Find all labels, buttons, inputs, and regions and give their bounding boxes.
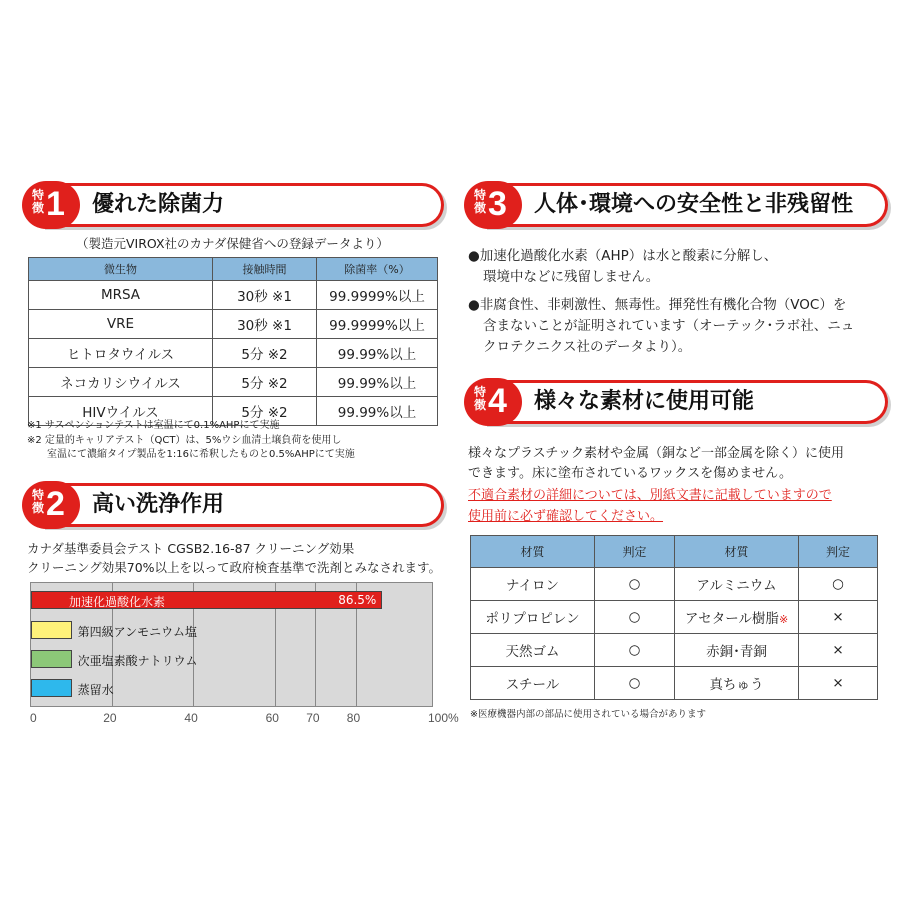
contact-time: 30秒 ※1 bbox=[213, 310, 317, 339]
chart-category-label: 加速化過酸化水素 bbox=[69, 595, 166, 609]
section1-source: （製造元VIROX社のカナダ保健省への登録データより） bbox=[76, 236, 389, 251]
section3-bullet-2c: クロテクニクス社のデータより）。 bbox=[483, 339, 692, 355]
material-name-cell bbox=[675, 568, 799, 601]
feature-2-header bbox=[22, 483, 444, 529]
feature-1-toku: 特徴 bbox=[31, 188, 44, 215]
chart-bar bbox=[31, 650, 72, 668]
section4-warning-2: 使用前に必ず確認してください。 bbox=[468, 509, 664, 524]
feature-3-header bbox=[464, 183, 888, 229]
kill-rate: 99.9999%以上 bbox=[317, 281, 438, 310]
microbe-header: 微生物 bbox=[29, 258, 213, 281]
section2-line-2: クリーニング効果70%以上を以って政府検査基準で洗剤とみなされます。 bbox=[27, 560, 442, 575]
chart-tick-label: 100% bbox=[428, 711, 459, 725]
feature-3-badge bbox=[464, 181, 522, 229]
chart-category-label: 第四級アンモニウム塩 bbox=[77, 625, 197, 639]
judgment-mark: × bbox=[799, 667, 878, 700]
section3-bullet-1b: 環境中などに残留しません。 bbox=[483, 269, 660, 285]
section4-footnote: ※医療機器内部の部品に使用されている場合があります bbox=[470, 709, 706, 720]
table-row bbox=[471, 667, 878, 700]
cleaning-effect-chart bbox=[30, 582, 433, 707]
material-name: ナイロン bbox=[471, 568, 595, 601]
material-name: 赤銅･青銅 bbox=[706, 644, 767, 660]
material-name: スチール bbox=[471, 667, 595, 700]
judgment-header: 判定 bbox=[799, 536, 878, 568]
kill-rate: 99.9999%以上 bbox=[317, 310, 438, 339]
judgment-mark: ○ bbox=[595, 568, 675, 601]
chart-tick-label: 20 bbox=[103, 711, 117, 725]
table-row bbox=[471, 634, 878, 667]
material-name: ポリプロピレン bbox=[471, 601, 595, 634]
table-row bbox=[471, 568, 878, 601]
chart-tick-label: 0 bbox=[30, 711, 37, 725]
kill-rate-header: 除菌率（%） bbox=[317, 258, 438, 281]
material-name: アルミニウム bbox=[696, 578, 777, 594]
microbe-table bbox=[28, 257, 438, 426]
material-name-cell bbox=[675, 667, 799, 700]
section1-note-1: ※1 サスペンションテストは室温にて0.1%AHPにて実施 bbox=[27, 420, 280, 431]
section4-paragraph-1: 様々なプラスチック素材や金属（銅など一部金属を除く）に使用 bbox=[468, 446, 844, 461]
kill-rate: 99.99%以上 bbox=[317, 368, 438, 397]
feature-1-title: 優れた除菌力 bbox=[92, 192, 225, 217]
chart-tick-label: 70 bbox=[306, 711, 320, 725]
material-name-cell bbox=[675, 601, 799, 634]
material-table-header-row bbox=[471, 536, 878, 568]
microbe-name: ヒトロタウイルス bbox=[29, 339, 213, 368]
section4-warning-1: 不適合素材の詳細については、別紙文書に記載していますので bbox=[468, 488, 832, 503]
material-table bbox=[470, 535, 878, 700]
chart-category-label: 次亜塩素酸ナトリウム bbox=[77, 654, 198, 668]
judgment-mark: ○ bbox=[595, 667, 675, 700]
chart-bar bbox=[31, 679, 72, 697]
section4-paragraph-2: できます。床に塗布されているワックスを傷めません。 bbox=[468, 466, 792, 481]
section3-bullet-1a: ●加速化過酸化水素（AHP）は水と酸素に分解し、 bbox=[468, 248, 778, 264]
chart-tick-label: 40 bbox=[184, 711, 198, 725]
feature-3-title: 人体･環境への安全性と非残留性 bbox=[534, 192, 854, 217]
material-name: アセタール樹脂 bbox=[684, 611, 779, 627]
feature-2-badge bbox=[22, 481, 80, 529]
microbe-table-header-row bbox=[29, 258, 438, 281]
feature-2-title: 高い洗浄作用 bbox=[92, 492, 225, 517]
judgment-mark: ○ bbox=[595, 634, 675, 667]
table-row bbox=[29, 310, 438, 339]
section3-bullet-2a: ●非腐食性、非刺激性、無毒性。揮発性有機化合物（VOC）を bbox=[468, 297, 847, 313]
table-row bbox=[29, 281, 438, 310]
feature-3-number: 3 bbox=[488, 185, 507, 223]
judgment-mark: ○ bbox=[799, 568, 878, 601]
feature-2-number: 2 bbox=[46, 485, 65, 523]
feature-1-header bbox=[22, 183, 444, 229]
judgment-mark: ○ bbox=[595, 601, 675, 634]
contact-time: 5分 ※2 bbox=[213, 368, 317, 397]
feature-1-badge bbox=[22, 181, 80, 229]
table-row bbox=[471, 601, 878, 634]
feature-3-toku: 特徴 bbox=[473, 188, 486, 215]
microbe-name: HIVウイルス bbox=[29, 397, 213, 426]
material-header: 材質 bbox=[471, 536, 595, 568]
table-row bbox=[29, 368, 438, 397]
feature-4-toku: 特徴 bbox=[473, 385, 486, 412]
section1-note-2a: ※2 定量的キャリアテスト（QCT）は、5%ウシ血清土壌負荷を使用し bbox=[27, 435, 342, 446]
chart-data-label: 86.5% bbox=[338, 593, 377, 607]
chart-tick-label: 80 bbox=[346, 711, 361, 725]
contact-time: 5分 ※2 bbox=[213, 339, 317, 368]
section1-note-2b: 室温にて濃縮タイプ製品を1:16に希釈したものと0.5%AHPにて実施 bbox=[47, 449, 355, 460]
chart-bar bbox=[31, 621, 72, 639]
material-header: 材質 bbox=[675, 536, 799, 568]
contact-time: 5分 ※2 bbox=[213, 397, 317, 426]
note-mark: ※ bbox=[778, 613, 789, 626]
feature-4-title: 様々な素材に使用可能 bbox=[534, 389, 755, 414]
table-row bbox=[29, 339, 438, 368]
material-name: 真ちゅう bbox=[709, 677, 764, 693]
material-name: 天然ゴム bbox=[471, 634, 595, 667]
chart-tick-label: 60 bbox=[265, 711, 279, 725]
material-name-cell bbox=[675, 634, 799, 667]
feature-4-badge bbox=[464, 378, 522, 426]
judgment-header: 判定 bbox=[595, 536, 675, 568]
section2-line-1: カナダ基準委員会テスト CGSB2.16-87 クリーニング効果 bbox=[27, 541, 355, 556]
microbe-name: MRSA bbox=[29, 281, 213, 310]
feature-4-header bbox=[464, 380, 888, 426]
judgment-mark: × bbox=[799, 601, 878, 634]
feature-2-toku: 特徴 bbox=[31, 488, 44, 515]
feature-4-number: 4 bbox=[488, 382, 507, 420]
microbe-name: ネコカリシウイルス bbox=[29, 368, 213, 397]
judgment-mark: × bbox=[799, 634, 878, 667]
contact-time-header: 接触時間 bbox=[213, 258, 317, 281]
contact-time: 30秒 ※1 bbox=[213, 281, 317, 310]
section3-bullet-2b: 含まないことが証明されています（オーテック･ラボ社、ニュ bbox=[483, 318, 855, 334]
chart-category-label: 蒸留水 bbox=[77, 683, 114, 697]
kill-rate: 99.99%以上 bbox=[317, 397, 438, 426]
kill-rate: 99.99%以上 bbox=[317, 339, 438, 368]
feature-1-number: 1 bbox=[46, 185, 65, 223]
microbe-name: VRE bbox=[29, 310, 213, 339]
